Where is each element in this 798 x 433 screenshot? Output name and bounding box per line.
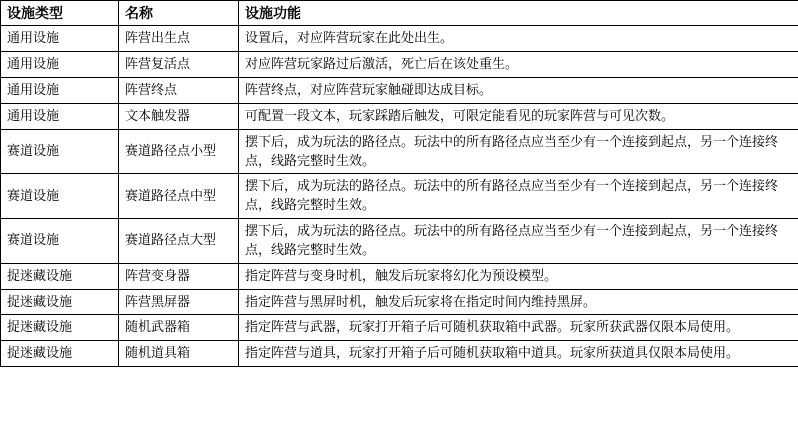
cell-type: 通用设施 <box>1 103 119 129</box>
cell-function: 指定阵营与武器，玩家打开箱子后可随机获取箱中武器。玩家所获武器仅限本局使用。 <box>239 315 798 341</box>
cell-name: 赛道路径点中型 <box>119 174 239 219</box>
table-header <box>1 1 798 26</box>
cell-type: 赛道设施 <box>1 129 119 174</box>
cell-type: 捉迷藏设施 <box>1 289 119 315</box>
table-header-row <box>1 1 798 26</box>
cell-name: 随机道具箱 <box>119 341 239 367</box>
cell-function: 设置后，对应阵营玩家在此处出生。 <box>239 26 798 52</box>
cell-type: 捉迷藏设施 <box>1 263 119 289</box>
cell-name: 阵营复活点 <box>119 52 239 78</box>
cell-name: 阵营终点 <box>119 77 239 103</box>
cell-type: 捉迷藏设施 <box>1 341 119 367</box>
cell-type: 赛道设施 <box>1 219 119 264</box>
table-row <box>1 174 798 219</box>
column-header-name: 名称 <box>119 1 239 26</box>
cell-function: 摆下后，成为玩法的路径点。玩法中的所有路径点应当至少有一个连接到起点，另一个连接终点，线路完整时生效。 <box>239 174 798 219</box>
table-row <box>1 219 798 264</box>
table-row <box>1 289 798 315</box>
table-row <box>1 77 798 103</box>
cell-function: 可配置一段文本，玩家踩踏后触发，可限定能看见的玩家阵营与可见次数。 <box>239 103 798 129</box>
table-row <box>1 263 798 289</box>
cell-function: 摆下后，成为玩法的路径点。玩法中的所有路径点应当至少有一个连接到起点，另一个连接终点，线路完整时生效。 <box>239 219 798 264</box>
cell-type: 赛道设施 <box>1 174 119 219</box>
cell-type: 通用设施 <box>1 26 119 52</box>
cell-function: 指定阵营与变身时机，触发后玩家将幻化为预设模型。 <box>239 263 798 289</box>
table-row <box>1 341 798 367</box>
table-row <box>1 129 798 174</box>
cell-function: 指定阵营与道具，玩家打开箱子后可随机获取箱中道具。玩家所获道具仅限本局使用。 <box>239 341 798 367</box>
cell-name: 赛道路径点小型 <box>119 129 239 174</box>
cell-type: 通用设施 <box>1 52 119 78</box>
cell-type: 捉迷藏设施 <box>1 315 119 341</box>
cell-name: 阵营黑屏器 <box>119 289 239 315</box>
cell-name: 阵营变身器 <box>119 263 239 289</box>
cell-name: 文本触发器 <box>119 103 239 129</box>
cell-function: 对应阵营玩家路过后激活，死亡后在该处重生。 <box>239 52 798 78</box>
cell-function: 阵营终点，对应阵营玩家触碰即达成目标。 <box>239 77 798 103</box>
table-row <box>1 52 798 78</box>
cell-name: 赛道路径点大型 <box>119 219 239 264</box>
table-row <box>1 103 798 129</box>
cell-type: 通用设施 <box>1 77 119 103</box>
cell-function: 摆下后，成为玩法的路径点。玩法中的所有路径点应当至少有一个连接到起点，另一个连接终点，线路完整时生效。 <box>239 129 798 174</box>
column-header-function: 设施功能 <box>239 1 798 26</box>
cell-name: 随机武器箱 <box>119 315 239 341</box>
cell-name: 阵营出生点 <box>119 26 239 52</box>
table-row <box>1 315 798 341</box>
column-header-type: 设施类型 <box>1 1 119 26</box>
table-row <box>1 26 798 52</box>
cell-function: 指定阵营与黑屏时机，触发后玩家将在指定时间内维持黑屏。 <box>239 289 798 315</box>
table-body <box>1 26 798 367</box>
